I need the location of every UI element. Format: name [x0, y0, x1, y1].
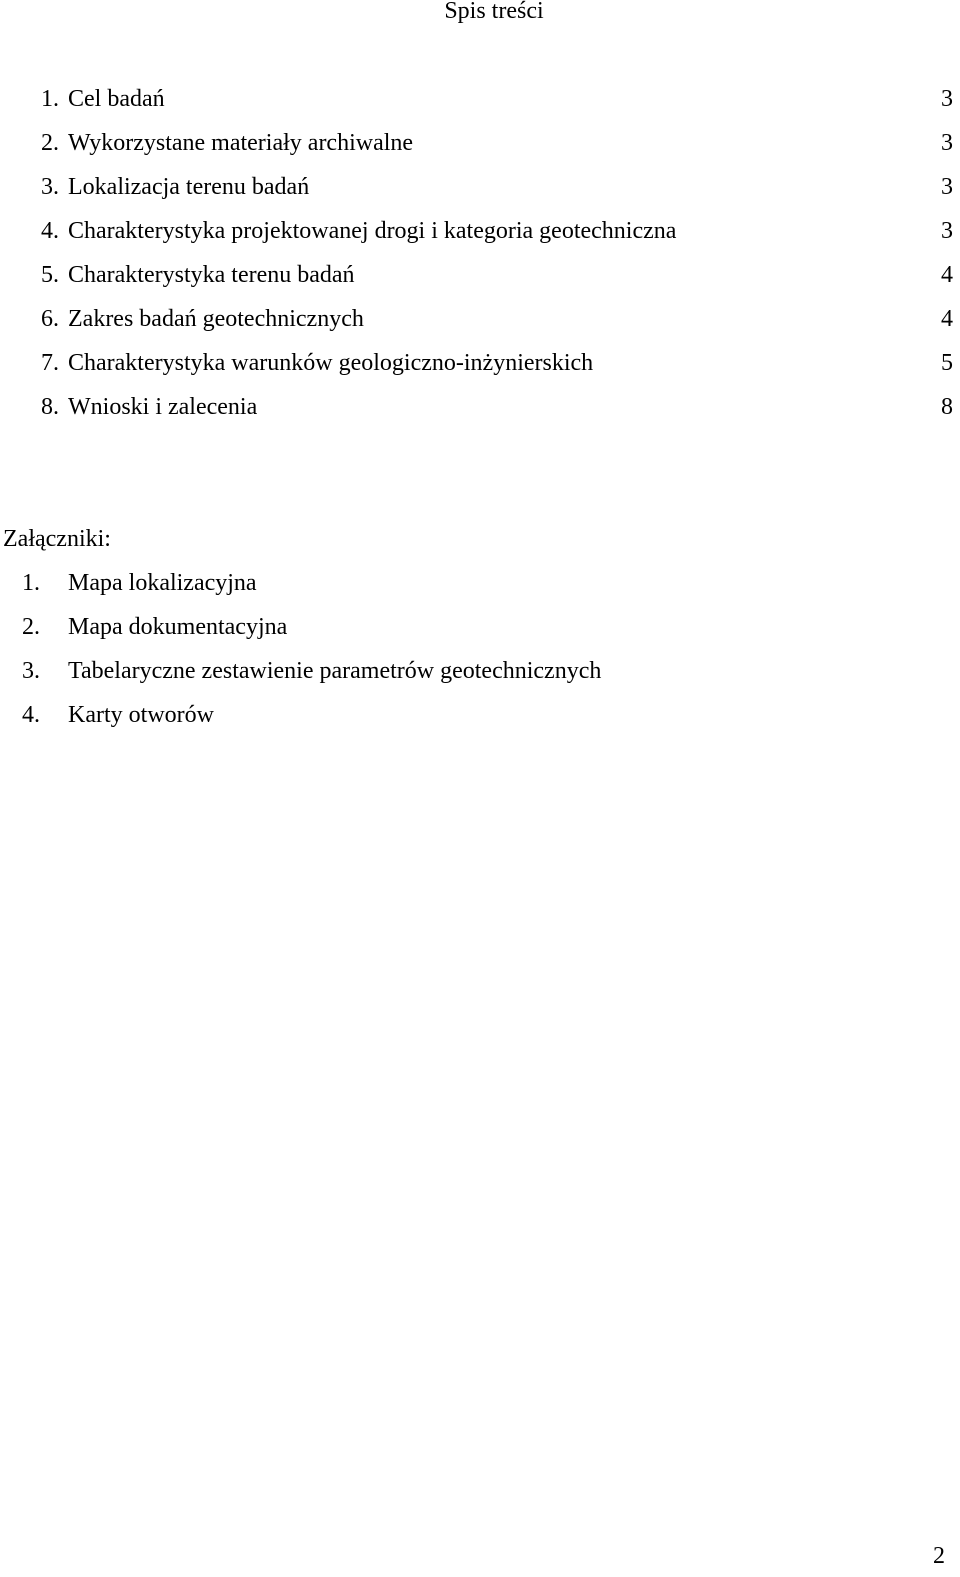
toc-entry: [41, 128, 953, 172]
toc-entry-label: Wykorzystane materiały archiwalne: [68, 130, 414, 156]
toc-entry-text: [41, 392, 257, 422]
toc-entry-number: 2.: [41, 130, 59, 156]
toc-entry-number: 4.: [41, 218, 59, 244]
attachment-item: [22, 612, 601, 656]
attachment-label: Tabelaryczne zestawienie parametrów geotechnicznych: [68, 658, 602, 684]
attachment-label: Mapa lokalizacyjna: [68, 570, 257, 596]
attachment-number: 2.: [22, 614, 40, 640]
attachment-item: [22, 700, 601, 744]
toc-entry-page: 3: [941, 130, 953, 156]
toc-entry-label: Lokalizacja terenu badań: [68, 174, 310, 200]
attachment-number: 3.: [22, 658, 40, 684]
toc-entry-page: 5: [941, 350, 953, 376]
toc-entry-label: Charakterystyka terenu badań: [68, 262, 355, 288]
toc-entry-text: [41, 172, 309, 202]
attachments-list: [22, 568, 601, 744]
toc-entry-page: 4: [941, 306, 953, 332]
attachment-item: [22, 568, 601, 612]
attachments-heading: Załączniki:: [3, 526, 111, 552]
toc-entry-page: 8: [941, 394, 953, 420]
toc-entry-page: 4: [941, 262, 953, 288]
attachment-label: Mapa dokumentacyjna: [68, 614, 288, 640]
attachment-label: Karty otworów: [68, 702, 214, 728]
toc-entry-number: 7.: [41, 350, 59, 376]
toc-entry: [41, 172, 953, 216]
toc-entry-number: 8.: [41, 394, 59, 420]
toc-entry: [41, 84, 953, 128]
toc-entry-number: 1.: [41, 86, 59, 112]
toc-entry-number: 6.: [41, 306, 59, 332]
page-title: Spis treści: [444, 0, 544, 24]
toc-entry-page: 3: [941, 86, 953, 112]
toc-entry: [41, 392, 953, 436]
toc-entry-text: [41, 260, 355, 290]
toc-entry-text: [41, 216, 676, 246]
toc-entry-label: Wnioski i zalecenia: [68, 394, 258, 420]
toc-entry-page: 3: [941, 174, 953, 200]
toc-entry-label: Zakres badań geotechnicznych: [68, 306, 364, 332]
toc-entry: [41, 304, 953, 348]
toc-entry-page: 3: [941, 218, 953, 244]
toc-entry-number: 3.: [41, 174, 59, 200]
toc-entry-text: [41, 84, 165, 114]
attachment-number: 4.: [22, 702, 40, 728]
page-number: 2: [933, 1543, 945, 1569]
toc-entry-text: [41, 128, 413, 158]
toc-entry: [41, 348, 953, 392]
attachment-number: 1.: [22, 570, 40, 596]
toc-entry-label: Cel badań: [68, 86, 165, 112]
table-of-contents: [41, 84, 953, 436]
toc-entry: [41, 216, 953, 260]
toc-entry-number: 5.: [41, 262, 59, 288]
toc-entry-text: [41, 348, 593, 378]
toc-entry-label: Charakterystyka projektowanej drogi i kategoria geotechniczna: [68, 218, 677, 244]
toc-entry-text: [41, 304, 364, 334]
toc-entry: [41, 260, 953, 304]
toc-entry-label: Charakterystyka warunków geologiczno-inżynierskich: [68, 350, 594, 376]
attachment-item: [22, 656, 601, 700]
